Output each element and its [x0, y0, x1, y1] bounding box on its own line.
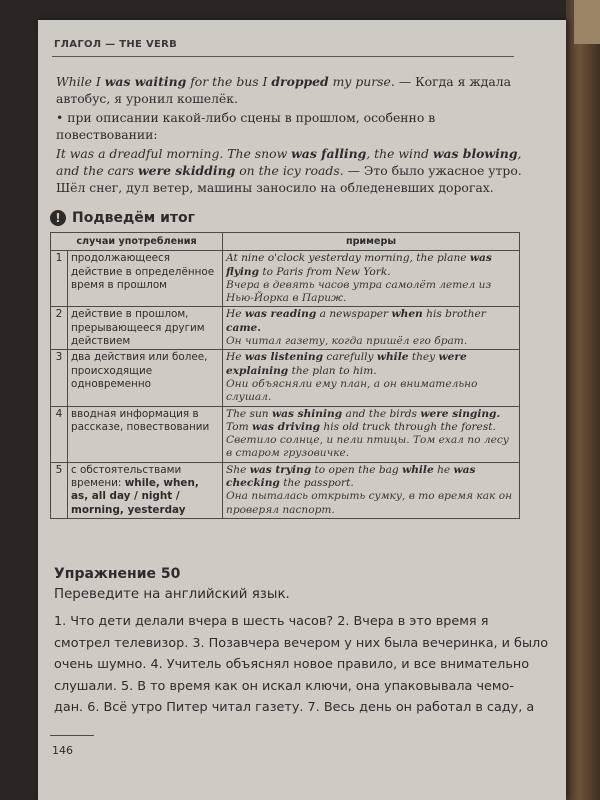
text-bold: was blowing [432, 145, 518, 161]
example-en [226, 408, 516, 421]
row-number: 5 [51, 462, 68, 518]
running-header: ГЛАГОЛ — THE VERB [54, 39, 178, 50]
table-row [51, 406, 520, 462]
text: his old truck through the forest. [320, 420, 496, 433]
summary-title: Подведём итог [72, 210, 195, 226]
example-en [226, 351, 516, 378]
text: they [408, 351, 439, 364]
summary-heading [50, 210, 195, 226]
example-en [226, 308, 516, 335]
example-cell [223, 251, 520, 307]
text-bold: came. [226, 321, 261, 334]
translation: — Когда я ждала автобус, я уронил кошелёк. [56, 74, 512, 107]
text: the passport. [279, 477, 354, 490]
text-bold: were singing. [420, 407, 501, 420]
row-number: 2 [51, 307, 68, 350]
text: to Paris from New York. [259, 265, 391, 278]
text: Tom [226, 420, 253, 433]
header-usage: случаи употребления [51, 233, 223, 251]
text: He [226, 308, 245, 321]
text: a newspaper [316, 308, 392, 321]
table-row [51, 307, 520, 350]
text-bold: was reading [244, 308, 317, 321]
example-1 [56, 73, 522, 108]
exercise-line: слушали. 5. В то время как он искал ключи, она упаковывала чемо- [54, 678, 515, 694]
usage-table [50, 232, 520, 519]
page-number: 146 [52, 744, 73, 757]
text-bold: while, when, as, all day / night / morning, yesterday [71, 477, 199, 516]
example-ru: Она пыталась открыть сумку, в то время как он проверял паспорт. [226, 490, 513, 516]
table-row [51, 350, 520, 406]
text-bold: was checking [226, 463, 476, 490]
example-en [226, 252, 516, 279]
text: my purse. [328, 74, 395, 89]
example-cell [223, 307, 520, 350]
table-header-row [51, 233, 520, 251]
translation: — Это было ужасное утро. Шёл снег, дул ветер, машины заносило на обледеневших дорогах. [56, 163, 522, 196]
text-bold: were explaining [226, 351, 467, 377]
example-cell [223, 462, 520, 518]
exclamation-icon: ! [50, 210, 66, 226]
text-bold: was flying [226, 252, 492, 278]
header-examples: примеры [223, 233, 520, 251]
text-bold: was listening [244, 351, 324, 364]
text: At nine o'clock yesterday morning, the plane [226, 252, 470, 265]
bullet-item: • при описании какой-либо сцены в прошлом, особенно в повествовании: [56, 109, 436, 143]
example-en [226, 464, 516, 491]
text-bold: while [402, 463, 434, 476]
header-rule [52, 56, 514, 57]
text-bold: were skidding [138, 163, 236, 179]
usage-cell: вводная информация в рассказе, повествовании [68, 406, 223, 462]
exercise-instruction: Переведите на английский язык. [54, 587, 290, 602]
example-ru: Вчера в девять часов утра самолёт летел из Нью-Йорка в Париж. [226, 278, 492, 305]
exercise-line: смотрел телевизор. 3. Позавчера вечером у них была вечеринка, и было [54, 635, 549, 651]
row-number: 3 [51, 350, 68, 406]
intro-block [56, 73, 522, 197]
example-ru: Светило солнце, и пели птицы. Том ехал по лесу в старом грузовичке. [226, 434, 509, 460]
text: , the wind [366, 145, 433, 161]
text: She [226, 463, 250, 476]
text: the plan to him. [288, 364, 377, 377]
text: to open the bag [311, 463, 403, 476]
text-bold: while [376, 351, 409, 364]
example-ru: Он читал газету, когда пришёл его брат. [226, 335, 468, 348]
text: It was a dreadful morning. The snow [56, 145, 292, 161]
example-ru: Они объясняли ему план, а он внимательно слушал. [226, 377, 478, 404]
text-bold: was falling [291, 145, 367, 161]
exercise-title: Упражнение 50 [54, 566, 181, 582]
text: , and the cars [56, 145, 522, 179]
usage-cell [68, 462, 223, 518]
text-bold: dropped [271, 74, 329, 89]
example-2 [56, 145, 522, 197]
table-row [51, 251, 520, 307]
usage-cell: продолжающееся действие в определённое время в прошлом [68, 251, 223, 307]
text: on the icy roads. [235, 163, 344, 179]
example-en [226, 421, 516, 434]
table-row [51, 462, 520, 518]
text: he [433, 463, 454, 476]
text-bold: when [391, 308, 423, 321]
text: While I [56, 74, 105, 89]
text: for the bus I [186, 74, 272, 89]
text: с обстоятельствами времени: [71, 463, 182, 490]
footer-rule [50, 735, 94, 736]
text-bold: was driving [252, 420, 320, 433]
text-bold: was shining [271, 407, 343, 420]
text-bold: was waiting [104, 74, 187, 89]
text-bold: was trying [249, 463, 312, 476]
row-number: 4 [51, 406, 68, 462]
example-cell [223, 406, 520, 462]
usage-cell: действие в прошлом, прерывающееся другим действием [68, 307, 223, 350]
example-cell [223, 350, 520, 406]
row-number: 1 [51, 251, 68, 307]
exercise-line: 1. Что дети делали вчера в шесть часов? 2. Вчера в это время я [54, 614, 489, 629]
exercise-body [54, 611, 549, 719]
text: The sun [226, 407, 272, 420]
text: his brother [422, 308, 486, 321]
exercise-line: дан. 6. Всё утро Питер читал газету. 7. Весь день он работал в саду, а [54, 700, 535, 715]
text: and the birds [342, 407, 421, 420]
exercise-line: очень шумно. 4. Учитель объяснял новое правило, и все внимательно [54, 657, 530, 672]
text: He [226, 351, 245, 364]
text: carefully [323, 351, 377, 364]
usage-cell: два действия или более, происходящие одновременно [68, 350, 223, 406]
